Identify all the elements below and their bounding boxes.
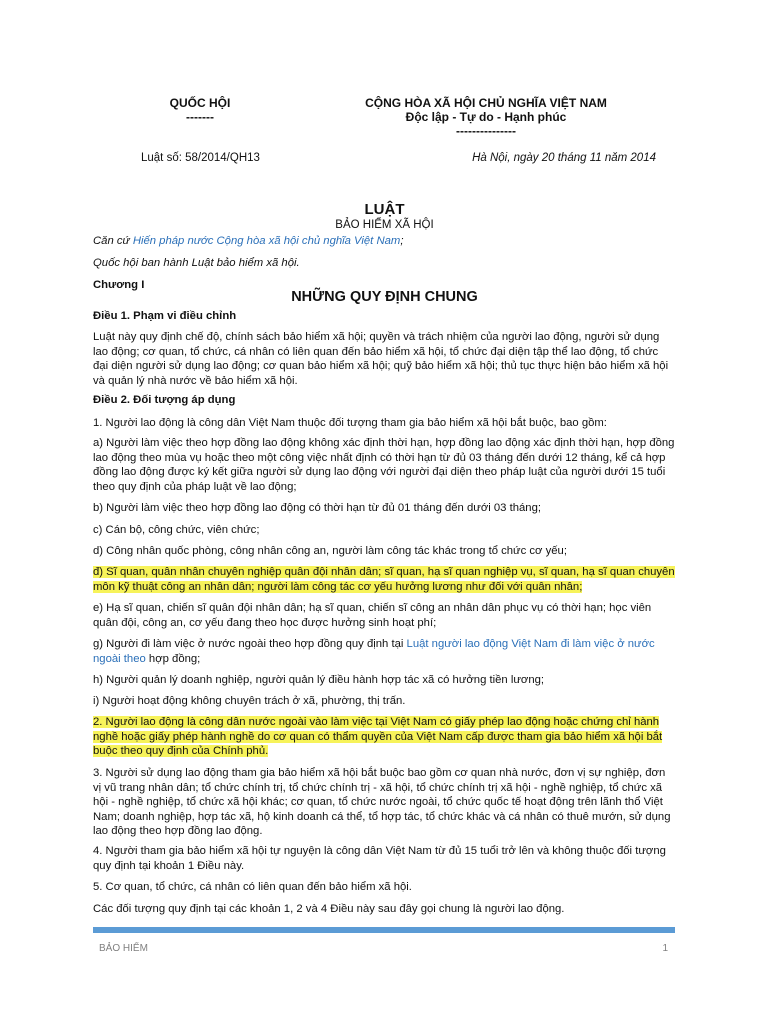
article-2-heading: Điều 2. Đối tượng áp dụng [93,394,236,406]
article-2-closing: Các đối tượng quy định tại các khoản 1, 2 và 4 Điều này sau đây gọi chung là người lao động. [93,903,565,915]
document-title: LUẬT [364,201,405,218]
footer-divider [93,927,675,933]
country-name: CỘNG HÒA XÃ HỘI CHỦ NGHĨA VIỆT NAM [365,96,607,110]
chapter-label: Chương I [93,279,145,291]
overseas-workers-law-link[interactable]: Luật người lao động Việt Nam đi làm việc ở nước ngoài theo [93,638,655,665]
article-2-point-c: c) Cán bộ, công chức, viên chức; [93,524,260,536]
issuer-name: QUỐC HỘI [169,96,231,110]
article-1-text: Luật này quy định chế độ, chính sách bảo hiểm xã hội; quyền và trách nhiệm của người lao động, người sử dụng lao động; cơ quan, tổ chức, cá nhân có liên quan đến bảo hiểm xã hội, tổ chức đại diện tập thể lao động, tổ chức đại diện người sử dụng lao động; cơ quan bảo hiểm xã hội; quỹ bảo hiểm xã hội; thủ tục thực hiện bảo hiểm xã hội và quản lý nhà nước về bảo hiểm xã hội. [93,331,669,387]
article-2-point-b: b) Người làm việc theo hợp đồng lao động có thời hạn từ đủ 01 tháng đến dưới 03 tháng; [93,502,541,514]
legal-basis-suffix: ; [400,235,404,247]
chapter-title: NHỮNG QUY ĐỊNH CHUNG [291,289,478,305]
article-2-clause-3: 3. Người sử dụng lao động tham gia bảo hiểm xã hội bắt buộc bao gồm cơ quan nhà nước, đơn vị sự nghiệp, đơn vị vũ trang nhân dân; tổ chức chính trị, tổ chức chính trị - xã hội, tổ chức chính trị xã hội - nghề nghiệp, tổ chức xã hội - nghề nghiệp, tổ chức xã hội khác; cơ quan, tổ chức nước ngoài, tổ chức quốc tế hoạt động trên lãnh thổ Việt Nam; doanh nghiệp, hợp tác xã, hộ kinh doanh cá thể, tổ hợp tác, tổ chức khác và cá nhân có thuê mướn, sử dụng lao động theo hợp đồng lao động. [93,767,671,837]
article-2-clause-2 [93,715,676,759]
point-g-suffix: hợp đồng; [145,652,201,665]
highlighted-text: 2. Người lao động là công dân nước ngoài vào làm việc tại Việt Nam có giấy phép lao động hoặc chứng chỉ hành nghề hoặc giấy phép hành nghề do cơ quan có thẩm quyền của Việt Nam cấp được tham gia bảo hiểm xã hội bắt buộc theo quy định của Chính phủ. [93,716,663,757]
article-2-clause-1: 1. Người lao động là công dân Việt Nam thuộc đối tượng tham gia bảo hiểm xã hội bắt buộc, bao gồm: [93,417,607,429]
article-2-point-dd [93,565,676,594]
constitution-link[interactable]: Hiến pháp nước Cộng hòa xã hội chủ nghĩa Việt Nam [132,235,401,247]
article-2-point-e: e) Hạ sĩ quan, chiến sĩ quân đội nhân dân; hạ sĩ quan, chiến sĩ công an nhân dân phục vụ có thời hạn; học viên quân đội, công an, cơ yếu đang theo học được hưởng sinh hoạt phí; [93,602,652,629]
article-2-point-i: i) Người hoạt động không chuyên trách ở xã, phường, thị trấn. [93,695,406,707]
place-date: Hà Nội, ngày 20 tháng 11 năm 2014 [472,152,656,164]
article-2-clause-5: 5. Cơ quan, tổ chức, cá nhân có liên quan đến bảo hiểm xã hội. [93,881,412,893]
article-2-point-d: d) Công nhân quốc phòng, công nhân công an, người làm công tác khác trong tổ chức cơ yếu; [93,545,567,557]
highlighted-text: đ) Sĩ quan, quân nhân chuyên nghiệp quân đội nhân dân; sĩ quan, hạ sĩ quan nghiệp vụ, sĩ quan, hạ sĩ quan chuyên môn kỹ thuật công an nhân dân; người làm công tác cơ yếu hưởng lương như đối với quân nhân; [93,566,675,593]
article-2-point-g [93,637,676,666]
issuer-rule: ------- [186,110,214,124]
article-2-clause-4: 4. Người tham gia bảo hiểm xã hội tự nguyện là công dân Việt Nam từ đủ 15 tuổi trở lên và không thuộc đối tượng quy định tại khoản 1 Điều này. [93,845,666,872]
article-2-point-h: h) Người quản lý doanh nghiệp, người quản lý điều hành hợp tác xã có hưởng tiền lương; [93,674,545,686]
law-number: Luật số: 58/2014/QH13 [141,152,260,164]
document-subtitle: BẢO HIỂM XÃ HỘI [335,219,434,231]
page-number: 1 [662,943,668,954]
national-motto: Độc lập - Tự do - Hạnh phúc [405,110,567,124]
legal-basis [93,234,676,249]
footer-label: BẢO HIỂM [99,943,148,954]
article-1-heading: Điều 1. Phạm vi điều chỉnh [93,310,237,322]
point-g-prefix: g) Người đi làm việc ở nước ngoài theo hợp đồng quy định tại [93,638,407,650]
enactment-statement: Quốc hội ban hành Luật bảo hiểm xã hội. [93,257,300,269]
motto-rule: --------------- [456,124,516,138]
legal-basis-prefix: Căn cứ [93,235,133,247]
article-2-point-a: a) Người làm việc theo hợp đồng lao động không xác định thời hạn, hợp đồng lao động xác định thời hạn, hợp đồng lao động theo mùa vụ hoặc theo một công việc nhất định có thời hạn từ đủ 03 tháng đến dưới 12 tháng, kể cả hợp đồng lao động được ký kết giữa người sử dụng lao động với người đại diện theo pháp luật của người dưới 15 tuổi theo quy định của pháp luật về lao động; [93,437,675,493]
